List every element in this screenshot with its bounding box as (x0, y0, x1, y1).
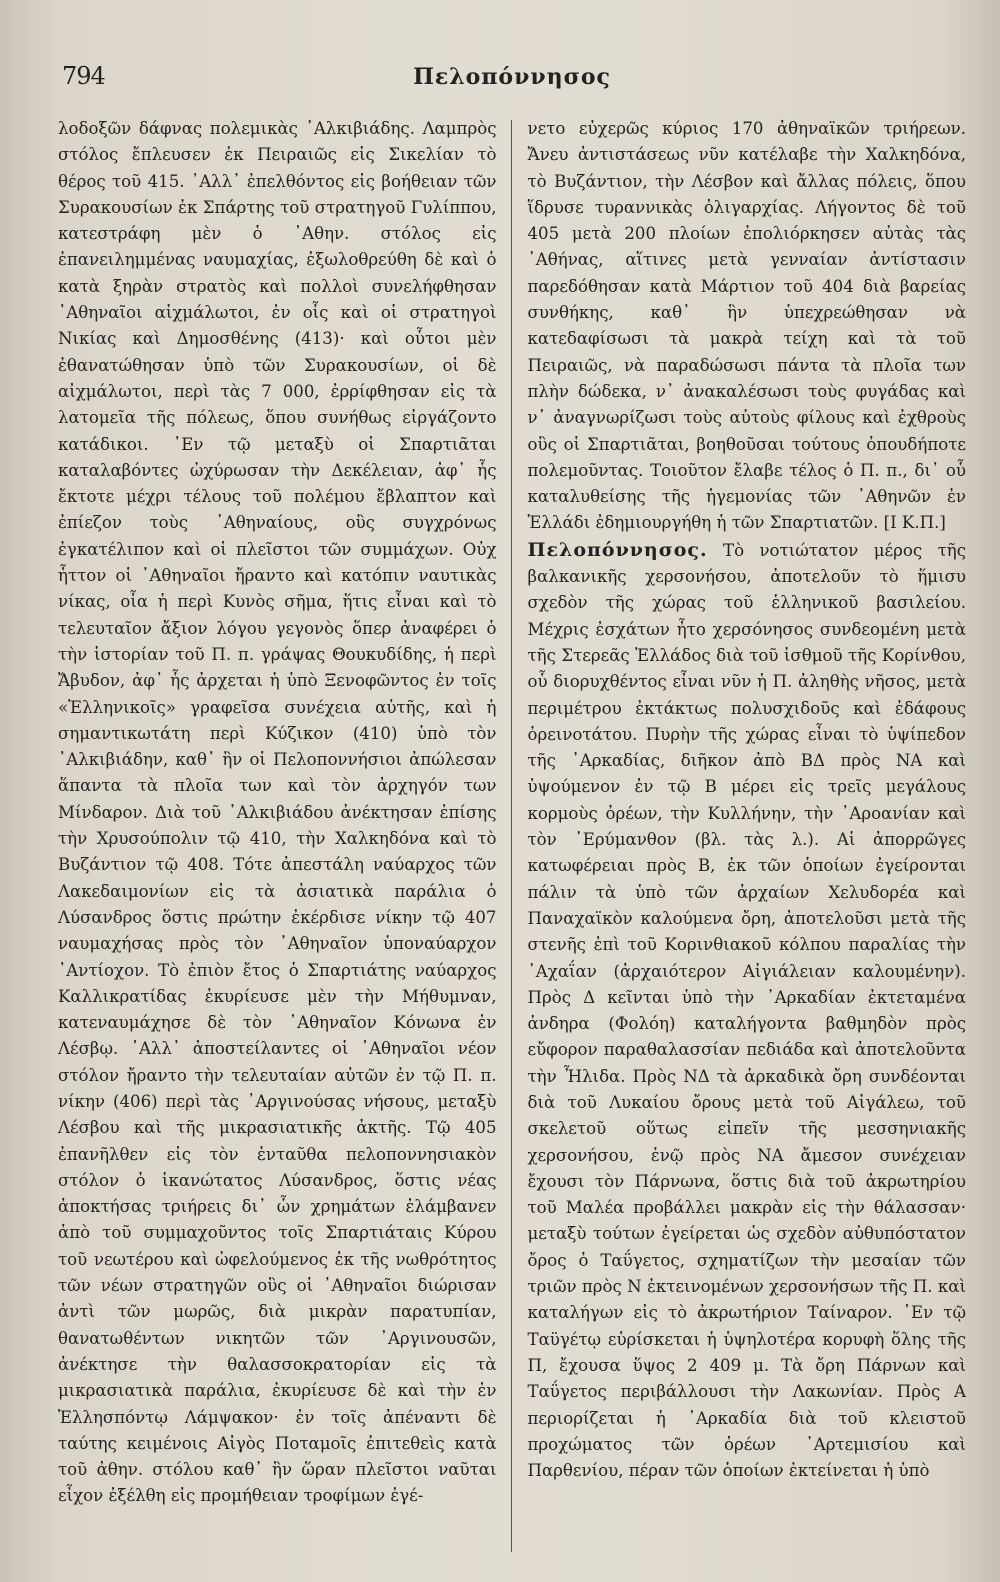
running-head: Πελοπόννησος (413, 64, 611, 90)
right-column (512, 116, 967, 1556)
page-header (58, 60, 966, 104)
entry-body: Τὸ νοτιώτατον μέρος τῆς βαλκανικῆς χερσονήσου, ἀποτελοῦν τὸ ἥμισυ σχεδὸν τῆς χώρας τοῦ ἑλληνικοῦ βασιλείου. Μέχρις ἐσχάτων ἦτο χερσόνησος συνδεομένη μετὰ τῆς Στερεᾶς Ἑλλάδος διὰ τοῦ ἰσθμοῦ τῆς Κορίνθου, οὗ διορυχθέντος εἶναι νῦν ἡ Π. ἀληθὴς νῆσος, μετὰ περιμέτρου ἐκτάκτως πολυσχιδοῦς καὶ ἐδάφους ὀρεινοτάτου. Πυρὴν τῆς χώρας εἶναι τὸ ὑψίπεδον τῆς ᾿Αρκαδίας, διῆκον ἀπὸ ΒΔ πρὸς ΝΑ καὶ ὑψούμενον ἐν τῷ Β μέρει εἰς τρεῖς μεγάλους κορμοὺς ὀρέων, τὴν Κυλλήνην, τὴν ᾿Αροανίαν καὶ τὸν ᾿Ερύμανθον (βλ. τὰς λ.). Αἱ ἀπορρῶγες κατωφέρειαι πρὸς Β, ἐκ τῶν ὁποίων ἐγείρονται πάλιν τὰ ὑπὸ τῶν ἀρχαίων Χελυδορέα καὶ Παναχαϊκὸν καλούμενα ὄρη, ἀποτελοῦσι μετὰ τῆς στενῆς ἐπὶ τοῦ Κορινθιακοῦ κόλπου παραλίας τὴν ᾿Αχαΐαν (ἀρχαιότερον Αἰγιάλειαν καλουμένην). Πρὸς Δ κεῖνται ὑπὸ τὴν ᾿Αρκαδίαν ἐκτεταμένα ἀνδηρα (Φολόη) καταλήγοντα βαθμηδὸν πρὸς εὔφορον παραθαλασσίαν πεδιάδα καὶ ἀποτελοῦντα τὴν Ἦλιδα. Πρὸς ΝΔ τὰ ἀρκαδικὰ ὄρη συνδέονται διὰ τοῦ Λυκαίου ὄρους μετὰ τοῦ Αἰγάλεω, τοῦ σκελετοῦ οὕτως εἰπεῖν τῆς μεσσηνιακῆς χερσονήσου, ἐνῷ πρὸς ΝΑ ἄμεσον συνέχειαν ἔχουσι τὸν Πάρνωνα, ὅστις διὰ τοῦ ἀκρωτηρίου τοῦ Μαλέα προβάλλει μακρὰν εἰς τὴν θάλασσαν· μεταξὺ τούτων ἐγείρεται ὡς σχεδὸν αὐθυπόστατον ὄρος ὁ Ταΰγετος, σχηματίζων τὴν μεσαίαν τῶν τριῶν πρὸς Ν ἐκτεινομένων χερσονήσων τῆς Π. καὶ καταλήγων εἰς τὸ ἀκρωτήριον Ταίναρον. ᾿Εν τῷ Ταϋγέτῳ εὑρίσκεται ἡ ὑψηλοτέρα κορυφὴ ὅλης τῆς Π, ἔχουσα ὕψος 2 409 μ. Τὰ ὄρη Πάρνων καὶ Ταΰγετος περιβάλλουσι τὴν Λακωνίαν. Πρὸς Α περιορίζεται ἡ ᾿Αρκαδία διὰ τοῦ κλειστοῦ προχώματος τῶν ὀρέων ᾿Αρτεμισίου καὶ Παρθενίου, πέραν τῶν ὁποίων ἐκτείνεται ἡ ὑπὸ (527, 540, 966, 1481)
text-columns (58, 116, 966, 1556)
left-column (58, 116, 511, 1556)
entry-headword: Πελοπόννησος. (527, 538, 708, 561)
right-column-text-before: νετο εὐχερῶς κύριος 170 ἀθηναϊκῶν τριήρεων. Ἄνευ ἀντιστάσεως νῦν κατέλαβε τὴν Χαλκηδόνα, τὸ Βυζάντιον, τὴν Λέσβον καὶ ἄλλας πόλεις, ὅπου ἵδρυσε τυραννικὰς ὀλιγαρχίας. Λήγοντος δὲ τοῦ 405 μετὰ 200 πλοίων ἐπολιόρκησεν αὐτὰς τὰς ᾿Αθήνας, αἵτινες μετὰ γενναίαν ἀντίστασιν παρεδόθησαν κατὰ Μάρτιον τοῦ 404 διὰ βαρείας συνθήκης, καθ᾿ ἣν ὑπεχρεώθησαν νὰ κατεδαφίσωσι τὰ μακρὰ τείχη καὶ τὰ τοῦ Πειραιῶς, νὰ παραδώσωσι πάντα τὰ πλοῖα των πλὴν δώδεκα, ν᾿ ἀνακαλέσωσι τοὺς φυγάδας καὶ ν᾿ ἀναγνωρίζωσι τοὺς αὐτοὺς φίλους καὶ ἐχθροὺς οὓς οἱ Σπαρτιᾶται, βοηθοῦσαι τούτους ὁπουδήποτε πολεμοῦντας. Τοιοῦτον ἔλαβε τέλος ὁ Π. π., δι᾿ οὗ καταλυθείσης τῆς ἡγεμονίας τῶν ᾿Αθηνῶν ἐν Ἑλλάδι ἐδημιουργήθη ἡ τῶν Σπαρτιατῶν. [Ι Κ.Π.] (527, 119, 966, 533)
left-column-text: λοδοξῶν δάφνας πολεμικὰς ᾿Αλκιβιάδης. Λαμπρὸς στόλος ἔπλευσεν ἐκ Πειραιῶς εἰς Σικελίαν τὸ θέρος τοῦ 415. ᾿Αλλ᾿ ἐπελθόντος εἰς βοήθειαν τῶν Συρακουσίων ἐκ Σπάρτης τοῦ στρατηγοῦ Γυλίππου, κατεστράφη μὲν ὁ ᾿Αθην. στόλος εἰς ἐπανειλημμένας ναυμαχίας, ἐξωλοθρεύθη δὲ καὶ ὁ κατὰ ξηρὰν στρατὸς καὶ πολλοὶ συνελήφθησαν ᾿Αθηναῖοι αἰχμάλωτοι, ἐν οἷς καὶ οἱ στρατηγοὶ Νικίας καὶ Δημοσθένης (413)· καὶ οὗτοι μὲν ἐθανατώθησαν ὑπὸ τῶν Συρακουσίων, οἱ δὲ αἰχμάλωτοι, περὶ τὰς 7 000, ἐρρίφθησαν εἰς τὰ λατομεῖα τῆς πόλεως, ὅπου συνήθως εἰργάζοντο κατάδικοι. ᾿Εν τῷ μεταξὺ οἱ Σπαρτιᾶται καταλαβόντες ὠχύρωσαν τὴν Δεκέλειαν, ἀφ᾿ ἧς ἔκτοτε μέχρι τέλους τοῦ πολέμου ἔβλαπτον καὶ ἐπίεζον τοὺς ᾿Αθηναίους, οὓς συγχρόνως ἐγκατέλιπον καὶ οἱ πλεῖστοι τῶν συμμάχων. Οὐχ ἧττον οἱ ᾿Αθηναῖοι ἤραντο καὶ κατόπιν ναυτικὰς νίκας, οἷα ἡ περὶ Κυνὸς σῆμα, ἥτις εἶναι καὶ τὸ τελευταῖον ἄξιον λόγου γεγονὸς ὅπερ ἀναφέρει ὁ τὴν ἱστορίαν τοῦ Π. π. γράψας Θουκυδίδης, ἡ περὶ Ἄβυδον, ἀφ᾿ ἧς ἀρχεται ἡ ὑπὸ Ξενοφῶντος ἐν τοῖς «Ἑλληνικοῖς» γραφεῖσα συνέχεια αὐτῆς, καὶ ἡ σημαντικωτάτη περὶ Κύζικον (410) ὑπὸ τὸν ᾿Αλκιβιάδην, καθ᾿ ἣν οἱ Πελοποννήσιοι ἀπώλεσαν ἅπαντα τὰ πλοῖα των καὶ τὸν ἀρχηγόν των Μίνδαρον. Διὰ τοῦ ᾿Αλκιβιάδου ἀνέκτησαν ἐπίσης τὴν Χρυσούπολιν τῷ 410, τὴν Χαλκηδόνα καὶ τὸ Βυζάντιον τῷ 408. Τότε ἀπεστάλη ναύαρχος τῶν Λακεδαιμονίων εἰς τὰ ἀσιατικὰ παράλια ὁ Λύσανδρος ὅστις πρώτην ἐκέρδισε νίκην τῷ 407 ναυμαχήσας πρὸς τὸν ᾿Αθηναῖον ὑποναύαρχον ᾿Αντίοχον. Τὸ ἐπιὸν ἔτος ὁ Σπαρτιάτης ναύαρχος Καλλικρατίδας ἐκυρίευσε μὲν τὴν Μήθυμναν, κατεναυμάχησε δὲ τὸν ᾿Αθηναῖον Κόνωνα ἐν Λέσβῳ. ᾿Αλλ᾿ ἀποστείλαντες οἱ ᾿Αθηναῖοι νέον στόλον ἤραντο τὴν τελευταίαν αὐτῶν ἐν τῷ Π. π. νίκην (406) περὶ τὰς ᾿Αργινούσας νήσους, μεταξὺ Λέσβου καὶ τῆς μικρασιατικῆς ἀκτῆς. Τῷ 405 ἐπανῆλθεν εἰς τὸν ἐνταῦθα πελοποννησιακὸν στόλον ὁ ἱκανώτατος Λύσανδρος, ὅστις νέας ἀποκτήσας τριήρεις δι᾿ ὧν χρημάτων ἐλάμβανεν ἀπὸ τοῦ συμμαχοῦντος τοῖς Σπαρτιάταις Κύρου τοῦ νεωτέρου καὶ ὠφελούμενος ἐκ τῆς νωθρότητος τῶν νέων στρατηγῶν οὓς οἱ ᾿Αθηναῖοι διώρισαν ἀντὶ τῶν μωρῶς, διὰ μικρὰν παρατυπίαν, θανατωθέντων νικητῶν τῶν ᾿Αργινουσῶν, ἀνέκτησε τὴν θαλασσοκρατορίαν εἰς τὰ μικρασιατικὰ παράλια, ἐκυρίευσε δὲ καὶ τὴν ἐν Ἑλλησπόντῳ Λάμψακον· ἐν τοῖς ἀπέναντι δὲ ταύτης κειμένοις Αἰγὸς Ποταμοῖς ἐπιτεθεὶς κατὰ τοῦ ἀθην. στόλου καθ᾿ ἣν ὥραν πλεῖστοι ναῦται εἶχον ἐξέλθη εἰς προμήθειαν τροφίμων ἐγέ- (58, 119, 497, 1506)
page-number: 794 (62, 62, 105, 90)
encyclopedia-entry (528, 537, 967, 1485)
